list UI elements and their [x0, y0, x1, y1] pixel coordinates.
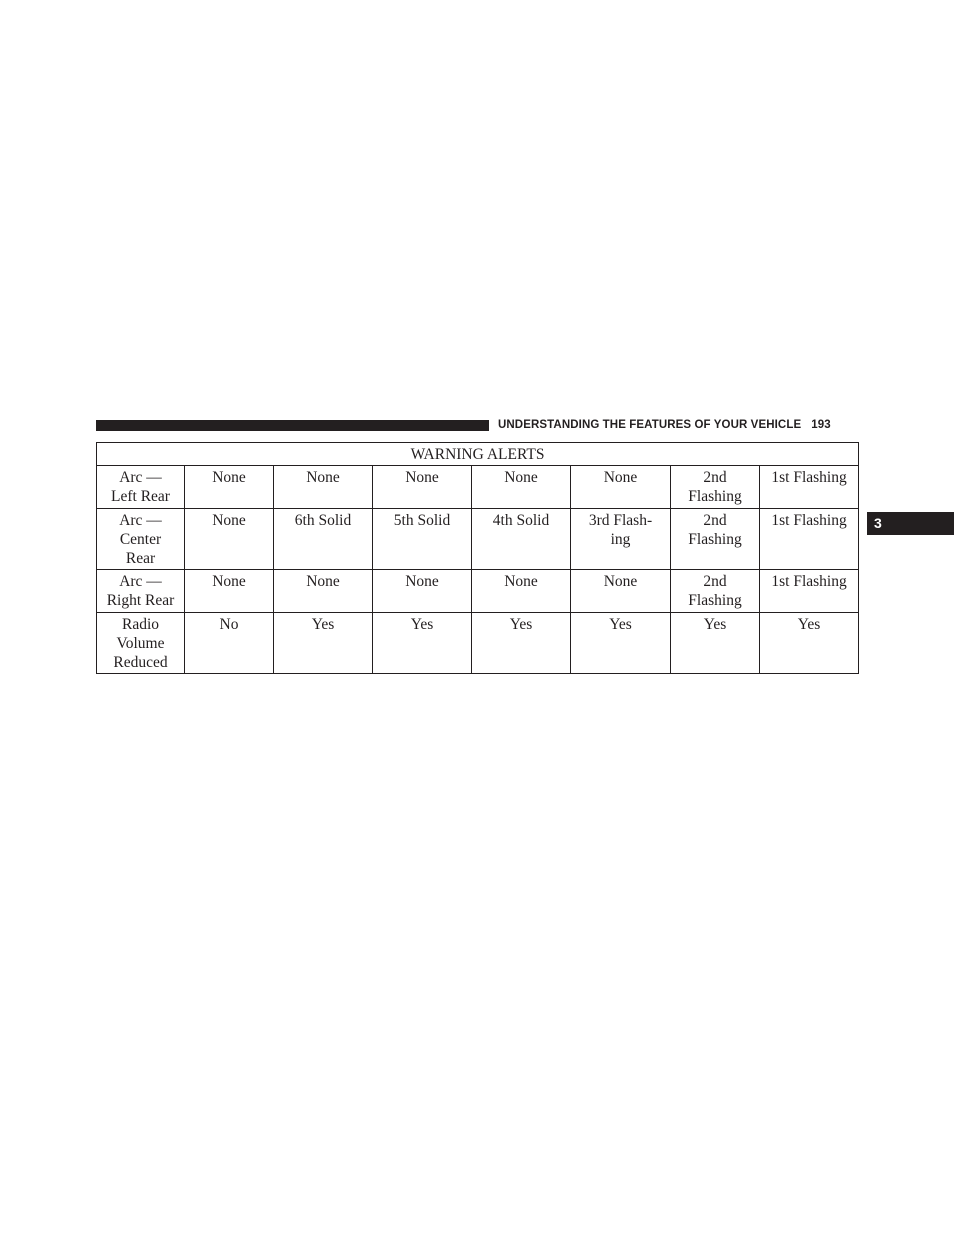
table-cell: 2nd Flashing	[671, 466, 760, 509]
page-number: 193	[811, 419, 831, 431]
table-cell: None	[373, 570, 472, 613]
table-cell: 4th Solid	[472, 509, 571, 570]
table-row	[97, 509, 859, 570]
chapter-number: 3	[874, 515, 882, 531]
table-cell: Yes	[571, 613, 671, 674]
table-cell: 1st Flashing	[760, 466, 859, 509]
table-cell: None	[185, 509, 274, 570]
running-header	[498, 418, 831, 432]
table-cell: 1st Flashing	[760, 570, 859, 613]
row-label: Arc — Right Rear	[97, 570, 185, 613]
row-label: Arc — Left Rear	[97, 466, 185, 509]
chapter-tab[interactable]	[867, 512, 954, 535]
table-cell: No	[185, 613, 274, 674]
table-cell: Yes	[472, 613, 571, 674]
table-cell: None	[571, 466, 671, 509]
table-cell: None	[472, 570, 571, 613]
table-cell: None	[185, 466, 274, 509]
table-row	[97, 613, 859, 674]
table-cell: 5th Solid	[373, 509, 472, 570]
row-label: Radio Volume Reduced	[97, 613, 185, 674]
table-cell: 1st Flashing	[760, 509, 859, 570]
table-cell: 3rd Flash- ing	[571, 509, 671, 570]
table-cell: None	[274, 570, 373, 613]
table-cell: None	[185, 570, 274, 613]
row-label: Arc — Center Rear	[97, 509, 185, 570]
table-cell: Yes	[760, 613, 859, 674]
table-cell: Yes	[274, 613, 373, 674]
table-row	[97, 570, 859, 613]
header-rule	[96, 420, 489, 431]
table-cell: None	[472, 466, 571, 509]
table-cell: None	[373, 466, 472, 509]
table-cell: 6th Solid	[274, 509, 373, 570]
table-cell: 2nd Flashing	[671, 509, 760, 570]
table-cell: None	[274, 466, 373, 509]
table-cell: None	[571, 570, 671, 613]
section-title: UNDERSTANDING THE FEATURES OF YOUR VEHICLE	[498, 419, 802, 431]
table-cell: Yes	[671, 613, 760, 674]
table-title-row	[97, 443, 859, 466]
table-title: WARNING ALERTS	[97, 443, 859, 466]
warning-alerts-table	[96, 442, 859, 674]
table-row	[97, 466, 859, 509]
table-cell: Yes	[373, 613, 472, 674]
table-cell: 2nd Flashing	[671, 570, 760, 613]
